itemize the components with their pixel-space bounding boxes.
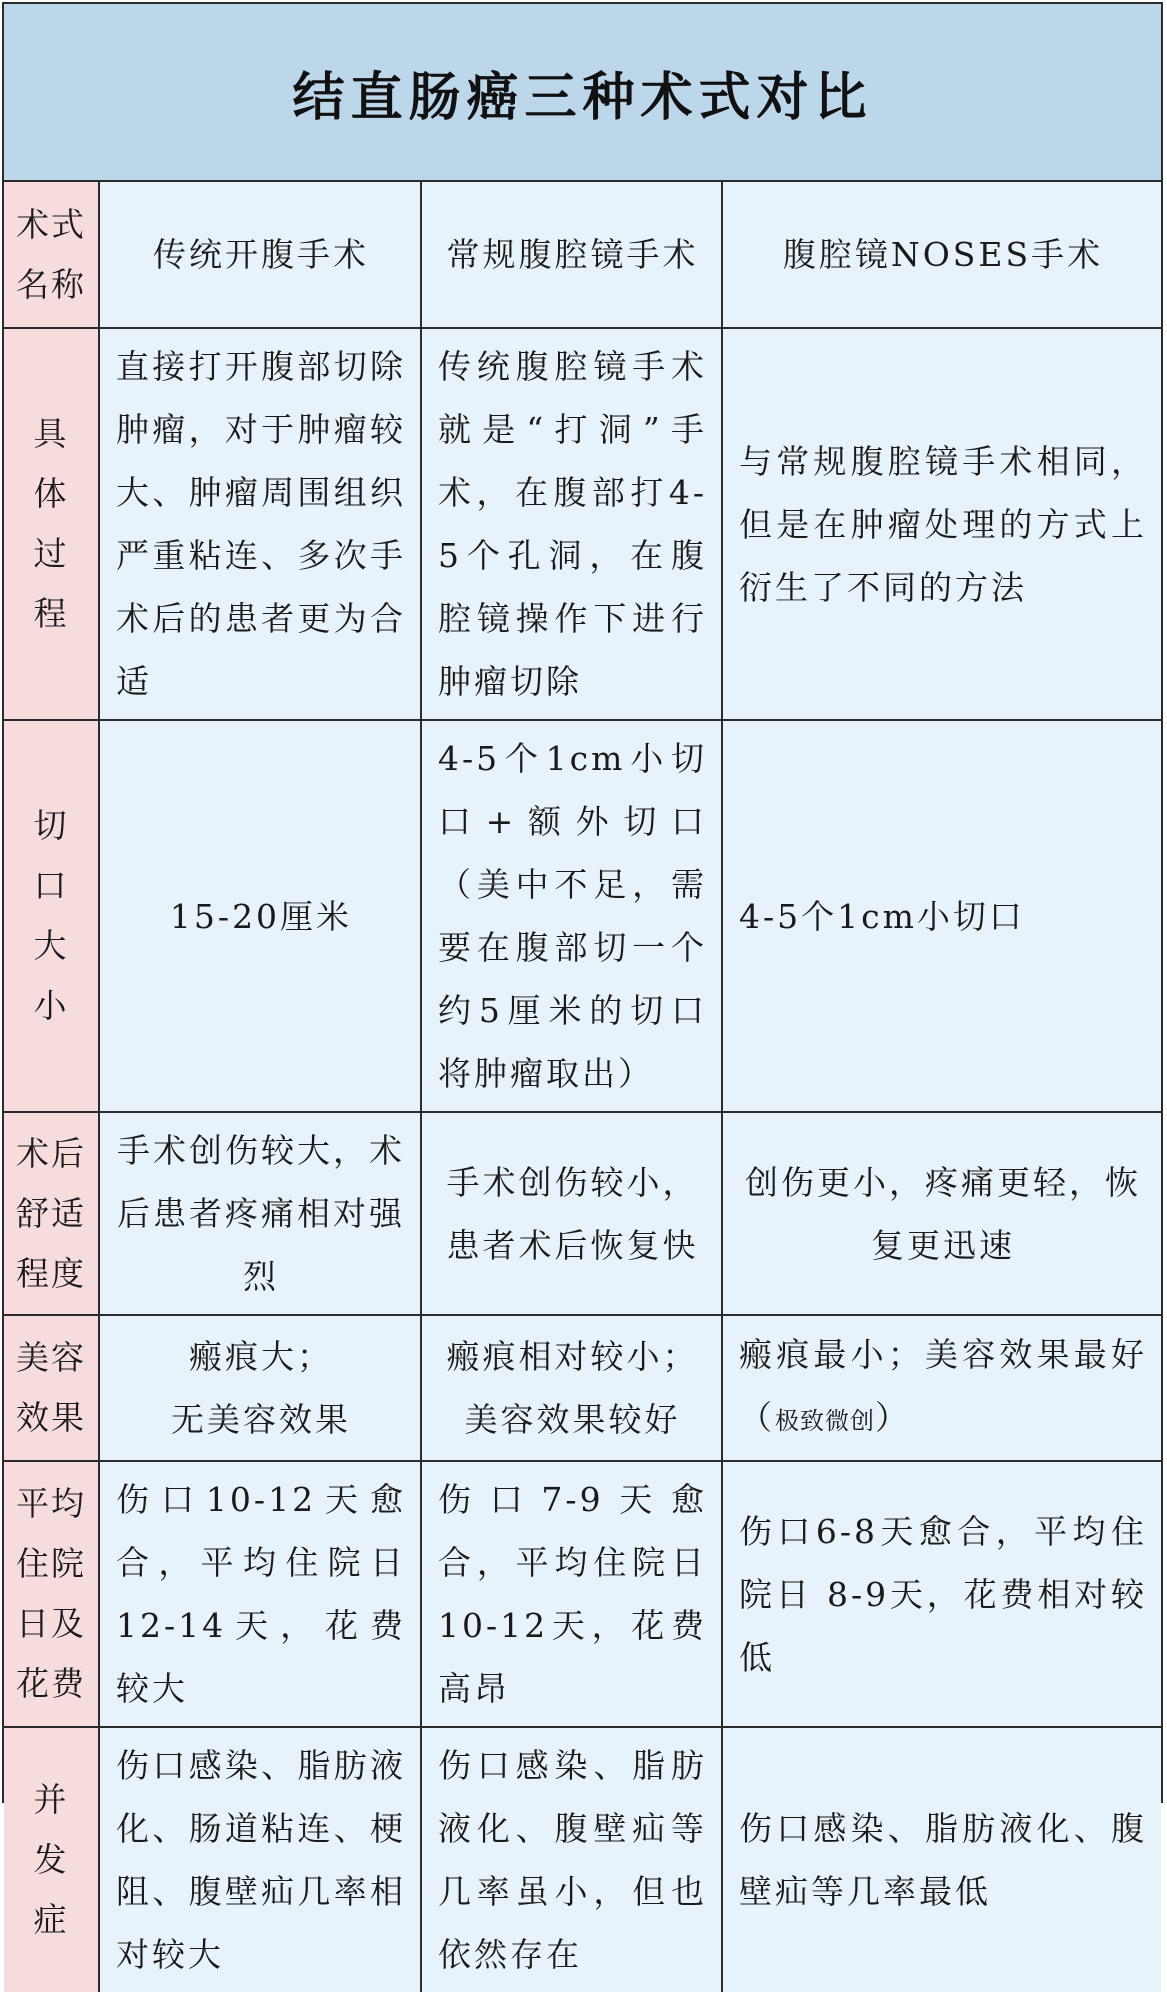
cell-laparoscopic-detail: 传统腹腔镜手术就是“打洞”手术，在腹部打4-5个孔洞，在腹腔镜操作下进行肿瘤切除 (421, 328, 722, 720)
row-label-line: 住院 (16, 1544, 86, 1583)
cell-laparoscopic-cosmetic (421, 1315, 722, 1461)
cell-noses-comfort: 创伤更小，疼痛更轻，恢复更迅速 (722, 1112, 1161, 1315)
cell-laparoscopic-comfort: 手术创伤较小，患者术后恢复快 (421, 1112, 722, 1315)
row-label-procedure-name (4, 182, 99, 328)
cell-noses-name: 腹腔镜NOSES手术 (722, 182, 1161, 328)
cell-laparoscopic-incision: 4-5个1cm小切口+额外切口（美中不足，需要在腹部切一个约5厘米的切口将肿瘤取出） (421, 720, 722, 1112)
row-label-line: 术式 (16, 204, 86, 244)
row-label-line: 效果 (16, 1398, 86, 1437)
row-label-line: 并 (33, 1780, 69, 1819)
page-title: 结直肠癌三种术式对比 (292, 66, 873, 128)
cell-line: 瘢痕大； (189, 1337, 333, 1376)
row-label-line: 名称 (16, 264, 86, 304)
comparison-table-frame (2, 2, 1163, 1974)
table-row-incision-size (4, 720, 1161, 1112)
row-label-line: 口 (33, 866, 69, 905)
cell-open-surgery-detail: 直接打开腹部切除肿瘤，对于肿瘤较大、肿瘤周围组织严重粘连、多次手术后的患者更为合适 (99, 328, 421, 720)
row-label-cosmetic-effect (4, 1315, 99, 1461)
row-label-line: 平均 (16, 1484, 86, 1523)
row-label-line: 程 (33, 594, 69, 633)
row-label-line: 花费 (16, 1664, 86, 1703)
cell-line: 无美容效果 (171, 1400, 351, 1439)
cell-text: 瘢痕最小；美容效果最好（ (739, 1335, 1147, 1437)
row-label-line: 症 (33, 1900, 69, 1939)
table-row-complications (4, 1727, 1161, 1992)
row-label-line: 过 (33, 534, 69, 573)
row-label-line: 切 (33, 806, 69, 845)
title-bar (4, 4, 1161, 182)
cell-note: 极致微创 (775, 1407, 875, 1435)
table-row-cosmetic-effect (4, 1315, 1161, 1461)
row-label-line: 小 (33, 986, 69, 1025)
row-label-line: 具 (33, 414, 69, 453)
comparison-table (4, 182, 1161, 1992)
table-row-procedure-name (4, 182, 1161, 328)
table-row-postop-comfort (4, 1112, 1161, 1315)
row-label-complications (4, 1727, 99, 1992)
cell-text-end: ） (875, 1398, 911, 1437)
cell-laparoscopic-complications: 伤口感染、脂肪液化、腹壁疝等几率虽小，但也依然存在 (421, 1727, 722, 1992)
row-label-line: 程度 (16, 1253, 86, 1293)
cell-laparoscopic-stay: 伤口7-9天愈合，平均住院日 10-12天，花费高昂 (421, 1461, 722, 1727)
cell-open-surgery-cosmetic (99, 1315, 421, 1461)
row-label-hospital-stay (4, 1461, 99, 1727)
table-row-procedure-detail (4, 328, 1161, 720)
row-label-incision-size (4, 720, 99, 1112)
row-label-line: 发 (33, 1840, 69, 1879)
cell-open-surgery-comfort: 手术创伤较大，术后患者疼痛相对强烈 (99, 1112, 421, 1315)
cell-open-surgery-stay: 伤口10-12天愈合，平均住院日 12-14天，花费较大 (99, 1461, 421, 1727)
row-label-line: 术后 (16, 1133, 86, 1173)
cell-line: 美容效果较好 (464, 1400, 681, 1439)
cell-noses-cosmetic (722, 1315, 1161, 1461)
row-label-line: 体 (33, 474, 69, 513)
cell-line: 瘢痕相对较小； (446, 1337, 699, 1376)
cell-open-surgery-incision: 15-20厘米 (99, 720, 421, 1112)
row-label-line: 舒适 (16, 1193, 86, 1233)
cell-noses-detail: 与常规腹腔镜手术相同，但是在肿瘤处理的方式上衍生了不同的方法 (722, 328, 1161, 720)
table-row-hospital-stay (4, 1461, 1161, 1727)
cell-noses-stay: 伤口6-8天愈合，平均住院日 8-9天，花费相对较低 (722, 1461, 1161, 1727)
row-label-line: 美容 (16, 1338, 86, 1377)
row-label-postop-comfort (4, 1112, 99, 1315)
cell-noses-complications: 伤口感染、脂肪液化、腹壁疝等几率最低 (722, 1727, 1161, 1992)
cell-noses-incision: 4-5个1cm小切口 (722, 720, 1161, 1112)
row-label-line: 日及 (16, 1604, 86, 1643)
cell-open-surgery-complications: 伤口感染、脂肪液化、肠道粘连、梗阻、腹壁疝几率相对较大 (99, 1727, 421, 1992)
cell-open-surgery-name: 传统开腹手术 (99, 182, 421, 328)
cell-laparoscopic-name: 常规腹腔镜手术 (421, 182, 722, 328)
row-label-line: 大 (33, 926, 69, 965)
row-label-procedure-detail (4, 328, 99, 720)
